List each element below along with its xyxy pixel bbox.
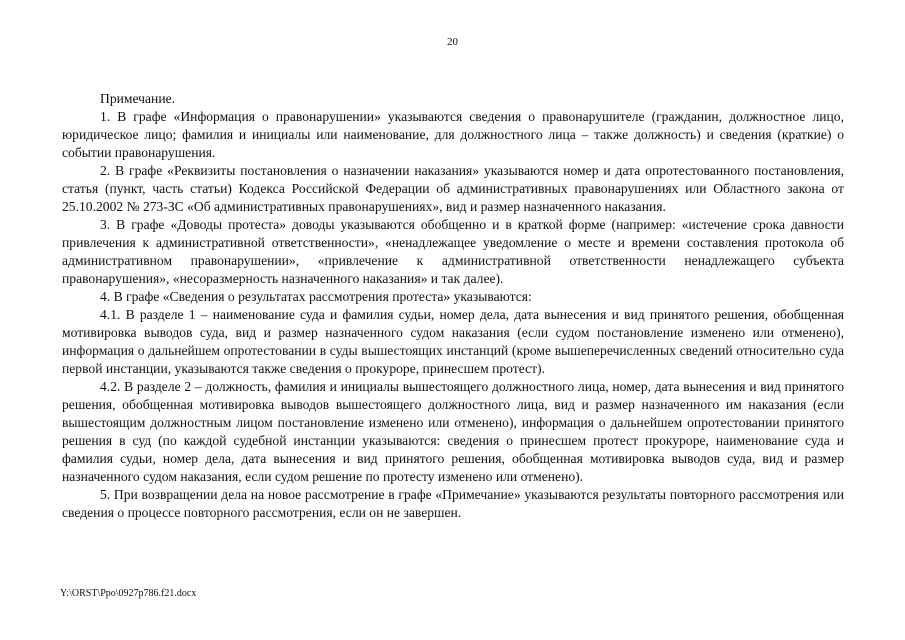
page-number: 20 <box>447 36 458 48</box>
note-paragraph-1: 1. В графе «Информация о правонарушении» указываются сведения о правонарушителе (гражданин, должностное лицо, юридическое лицо; фамилия и инициалы или наименование, для должностного лица – также должность) и сведения (краткие) о событии правонарушения. <box>62 109 844 160</box>
note-paragraph-5: 5. При возвращении дела на новое рассмотрение в графе «Примечание» указываются результаты повторного рассмотрения или сведения о процессе повторного рассмотрения, если он не завершен. <box>62 487 844 520</box>
note-heading: Примечание. <box>100 91 176 106</box>
note-paragraph-4-1: 4.1. В разделе 1 – наименование суда и фамилия судьи, номер дела, дата вынесения и вид принятого решения, обобщенная мотивировка выводов суда, вид и размер назначенного судом наказания (если судом постановление изменено или отменено), информация о дальнейшем опротестовании в суды вышестоящих инстанций (кроме вышеперечисленных сведений относительно суда первой инстанции, указываются также сведения о прокуроре, принесшем протест). <box>62 307 844 376</box>
note-content <box>62 90 844 522</box>
note-paragraph-4-2: 4.2. В разделе 2 – должность, фамилия и инициалы вышестоящего должностного лица, номер, дата вынесения и вид принятого решения, обобщенная мотивировка выводов вышестоящего должностного лица, вид и размер назначенного им наказания (если вышестоящим должностным лицом постановление изменено или отменено), информация о дальнейшем опротестовании принятого решения в суд (по каждой судебной инстанции указываются: сведения о принесшем протест прокуроре, наименование суда и фамилия судьи, номер дела, дата вынесения и вид принятого решения, обобщенная мотивировка выводов суда, вид и размер назначенного судом наказания, если судом решение по протесту изменено или отменено). <box>62 379 844 484</box>
note-paragraph-4: 4. В графе «Сведения о результатах рассмотрения протеста» указываются: <box>100 289 532 304</box>
note-paragraph-3: 3. В графе «Доводы протеста» доводы указываются обобщенно и в краткой форме (например: «истечение срока давности привлечения к административной ответственности», «ненадлежащее уведомление о месте и времени составления протокола об административном правонарушении», «привлечение к административной ответственности ненадлежащего субъекта правонарушения», «несоразмерность назначенного наказания» и так далее). <box>62 217 844 286</box>
note-paragraph-2: 2. В графе «Реквизиты постановления о назначении наказания» указываются номер и дата опротестованного постановления, статья (пункт, часть статьи) Кодекса Российской Федерации об административных правонарушениях или Областного закона от 25.10.2002 № 273-ЗС «Об административных правонарушениях», вид и размер назначенного наказания. <box>62 163 844 214</box>
footer-file-path: Y:\ORST\Ppo\0927p786.f21.docx <box>60 588 197 599</box>
